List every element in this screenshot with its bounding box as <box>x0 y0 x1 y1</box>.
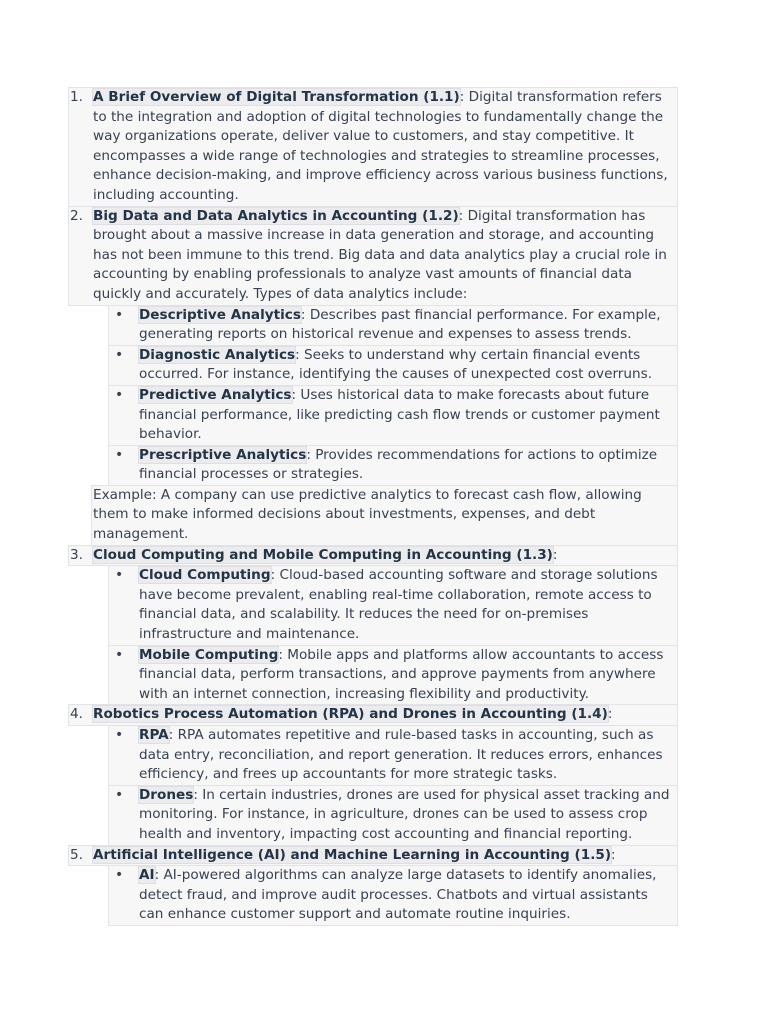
bullet-text: : AI-powered algorithms can analyze large datasets to identify anomalies, detect fraud, and improve audit processes. Chatbots and virtual assistants can enhance customer support and automate routine inquiries. <box>139 867 657 923</box>
bullet-icon: • <box>115 867 124 884</box>
item-text: : Digital transformation refers to the integration and adoption of digital technologies to fundamentally change the way organizations operate, deliver value to customers, and stay competitive. It encompasses a wide range of technologies and strategies to streamline processes, enhance decision-making, and improve efficiency across various business functions, including accounting. <box>93 89 668 203</box>
item-title: A Brief Overview of Digital Transformation (1.1) <box>93 89 460 105</box>
bullet-title: Drones <box>139 786 194 803</box>
item-text: : <box>611 846 616 863</box>
item-title: Robotics Process Automation (RPA) and Drones in Accounting (1.4) <box>93 706 608 723</box>
bullet-title: Cloud Computing <box>139 567 271 584</box>
bullet-item <box>108 725 678 786</box>
bullet-item <box>108 645 678 706</box>
bullet-icon: • <box>115 386 124 403</box>
bullet-item <box>108 445 678 486</box>
bullet-icon: • <box>115 346 124 363</box>
list-number: 1. <box>70 89 83 105</box>
list-number: 4. <box>70 706 83 723</box>
bullet-title: Mobile Computing <box>139 646 279 663</box>
list-item-4 <box>68 704 678 726</box>
list-item-1 <box>68 87 678 207</box>
bullet-icon: • <box>115 646 124 663</box>
item-text: : <box>552 546 558 563</box>
list-item-2 <box>68 206 678 306</box>
bullet-icon: • <box>115 306 124 323</box>
bullet-icon: • <box>115 567 124 584</box>
item-text: : <box>607 706 613 723</box>
bullet-item <box>108 345 678 386</box>
list-number: 5. <box>70 846 83 863</box>
bullet-title: Prescriptive Analytics <box>139 446 307 463</box>
bullet-text: : Cloud-based accounting software and storage solutions have become prevalent, enabling real-time collaboration, remote access to financial data, and scalability. It reduces the need for on-premises infrastructure and maintenance. <box>139 567 658 643</box>
bullet-text: : Seeks to understand why certain financial events occurred. For instance, identifying the causes of unexpected cost overruns. <box>139 346 653 383</box>
bullet-title: AI <box>139 867 155 884</box>
bullet-text: : RPA automates repetitive and rule-based tasks in accounting, such as data entry, reconciliation, and report generation. It reduces errors, enhances efficiency, and frees up accountants for more strategic tasks. <box>139 727 663 783</box>
bullet-item <box>108 865 678 926</box>
bullet-item <box>108 565 678 645</box>
bullet-text: : Describes past financial performance. For example, generating reports on historical revenue and expenses to assess trends. <box>139 306 661 343</box>
bullet-title: Predictive Analytics <box>139 386 292 403</box>
bullet-title: RPA <box>139 727 169 743</box>
bullet-icon: • <box>115 786 124 803</box>
bullet-item <box>108 385 678 446</box>
bullet-icon: • <box>115 727 124 743</box>
bullet-title: Descriptive Analytics <box>139 306 301 323</box>
bullet-text: : Provides recommendations for actions to optimize financial processes or strategies. <box>139 446 658 483</box>
document-body <box>68 88 678 926</box>
bullet-text: : In certain industries, drones are used for physical asset tracking and monitoring. For instance, in agriculture, drones can be used to assess crop health and inventory, impacting cost accounting and financial reporting. <box>139 786 670 842</box>
bullet-item <box>108 305 678 346</box>
bullet-title: Diagnostic Analytics <box>139 346 296 363</box>
list-number: 3. <box>70 546 83 563</box>
item-title: Artificial Intelligence (AI) and Machine Learning in Accounting (1.5) <box>93 846 612 863</box>
list-number: 2. <box>70 207 83 224</box>
list-item-3 <box>68 545 678 567</box>
bullet-text: : Uses historical data to make forecasts about future financial performance, like predicting cash flow trends or customer payment behavior. <box>139 386 660 443</box>
item-title: Big Data and Data Analytics in Accounting (1.2) <box>93 207 459 224</box>
item-title: Cloud Computing and Mobile Computing in Accounting (1.3) <box>93 546 553 563</box>
bullet-text: : Mobile apps and platforms allow accountants to access financial data, perform transactions, and approve payments from anywhere with an internet connection, increasing flexibility and productivity. <box>139 646 664 702</box>
example-paragraph: Example: A company can use predictive analytics to forecast cash flow, allowing them to make informed decisions about investments, expenses, and debt management. <box>91 485 678 546</box>
bullet-item <box>108 785 678 846</box>
item-text: : Digital transformation has brought about a massive increase in data generation and storage, and accounting has not been immune to this trend. Big data and data analytics play a crucial role in accounting by enabling professionals to analyze vast amounts of financial data quickly and accurately. Types of data analytics include: <box>93 207 667 302</box>
bullet-icon: • <box>115 446 124 463</box>
list-item-5 <box>68 845 678 867</box>
